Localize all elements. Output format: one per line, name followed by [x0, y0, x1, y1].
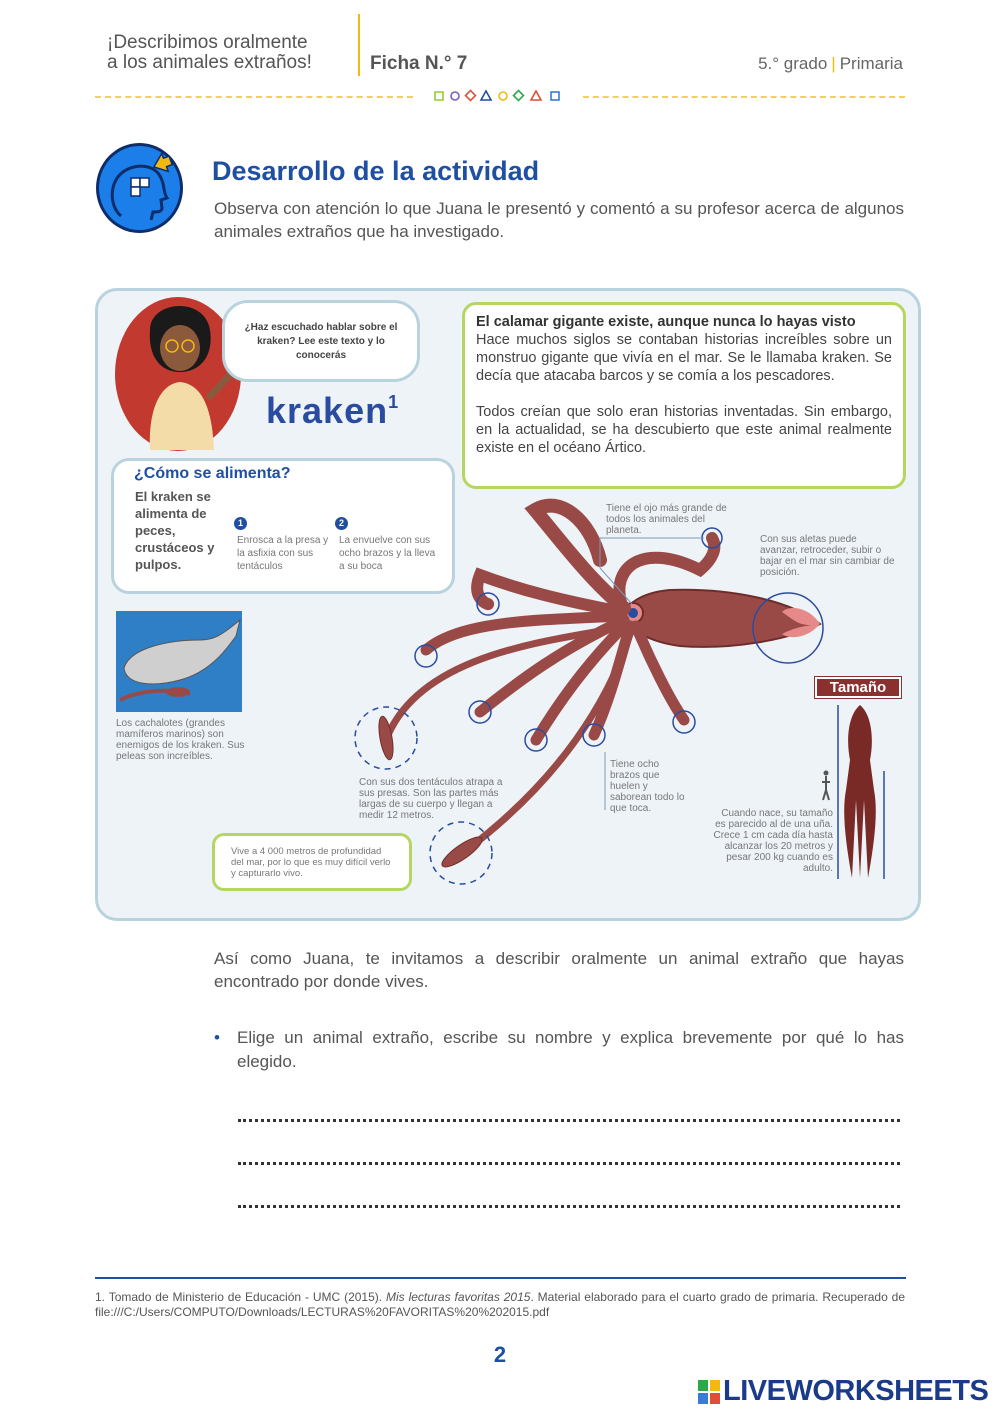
- article-title: El calamar gigante existe, aunque nunca lo hayas visto: [476, 314, 856, 330]
- section-title: Desarrollo de la actividad: [212, 156, 540, 186]
- kraken-word-text: kraken: [266, 390, 389, 431]
- answer-line-1[interactable]: [238, 1116, 900, 1122]
- article-box: [462, 302, 906, 489]
- invitation-paragraph: Así como Juana, te invitamos a describir oralmente un animal extraño que hayas encontrado por donde vives.: [214, 949, 904, 991]
- footnote-italic: Mis lecturas favoritas 2015: [386, 1290, 531, 1304]
- speech-bubble: ¿Haz escuchado hablar sobre el kraken? Lee este texto y lo conocerás: [222, 300, 420, 382]
- worksheet-number: Ficha N.° 7: [370, 53, 468, 74]
- footnote-pre: 1. Tomado de Ministerio de Educación - UMC (2015).: [95, 1290, 387, 1304]
- instruction-text: Elige un animal extraño, escribe su nombre y explica brevemente por qué lo has elegido.: [237, 1028, 904, 1071]
- feed-step-1-caption: Enrosca a la presa y la asfixia con sus tentáculos: [237, 535, 329, 572]
- article-paragraph-2: Todos creían que solo eran historias inventadas. Sin embargo, en la actualidad, se ha descubierto que este animal realmente existe en el océano Ártico.: [476, 404, 892, 456]
- feed-step-1-badge: 1: [234, 517, 247, 530]
- liveworksheets-logo[interactable]: LIVEWORKSHEETS: [723, 1375, 989, 1407]
- eye-note: Tiene el ojo más grande de todos los animales del planeta.: [606, 503, 727, 536]
- header-title-line2: a los animales extraños!: [107, 52, 312, 73]
- liveworksheets-badge-icon: [698, 1380, 720, 1404]
- answer-line-2[interactable]: [238, 1159, 900, 1165]
- footnote: [95, 1290, 905, 1320]
- grade-text: 5.° grado: [758, 54, 828, 73]
- size-note: Cuando nace, su tamaño es parecido al de una uña. Crece 1 cm cada día hasta alcanzar los 20 metros y pesar 200 kg cuando es adulto.: [713, 808, 833, 874]
- feeding-description: El kraken se alimenta de peces, crustáceos y pulpos.: [135, 489, 215, 572]
- article-paragraph-1: Hace muchos siglos se contaban historias increíbles sobre un monstruo gigante que vivía en el mar. Se le llamaba kraken. Se decía que atacaba barcos y se comía a los pescadores.: [476, 332, 892, 384]
- kraken-footnote-mark: 1: [388, 392, 400, 412]
- tentacles-note: Con sus dos tentáculos atrapa a sus presas. Son las partes más largas de su cuerpo y llegan a medir 12 metros.: [359, 777, 503, 821]
- bullet-marker: •: [214, 1028, 220, 1047]
- footnote-post: . Material elaborado para el cuarto grado de primaria. Recuperado de file:///C:/Users/COMPUTO/Downloads/LECTURAS%20FAVORITAS%20%202015.pdf: [95, 1290, 905, 1319]
- page-number: 2: [493, 1342, 507, 1367]
- size-label: Tamaño: [815, 677, 901, 698]
- level-text: Primaria: [839, 54, 903, 73]
- whale-image: [116, 611, 242, 712]
- footnote-rule: [95, 1277, 906, 1279]
- answer-line-3[interactable]: [238, 1202, 900, 1208]
- arms-note: Tiene ocho brazos que huelen y saborean todo lo que toca.: [610, 759, 685, 814]
- feeding-title: ¿Cómo se alimenta?: [134, 465, 291, 482]
- grade-divider: |: [831, 54, 836, 73]
- fins-note: Con sus aletas puede avanzar, retroceder, subir o bajar en el mar sin cambiar de posición.: [760, 534, 895, 578]
- section-intro: Observa con atención lo que Juana le presentó y comentó a su profesor acerca de algunos animales extraños que ha investigado.: [214, 199, 904, 241]
- kraken-heading: [266, 390, 399, 432]
- feed-step-2-badge: 2: [335, 517, 348, 530]
- whale-caption: Los cachalotes (grandes mamíferos marinos) son enemigos de los kraken. Sus peleas son increíbles.: [116, 718, 245, 762]
- header-title-line1: ¡Describimos oralmente: [107, 32, 308, 53]
- depth-note: Vive a 4 000 metros de profundidad del mar, por lo que es muy difícil verlo y capturarlo vivo.: [212, 833, 412, 891]
- feed-step-2-caption: La envuelve con sus ocho brazos y la lleva a su boca: [339, 535, 436, 572]
